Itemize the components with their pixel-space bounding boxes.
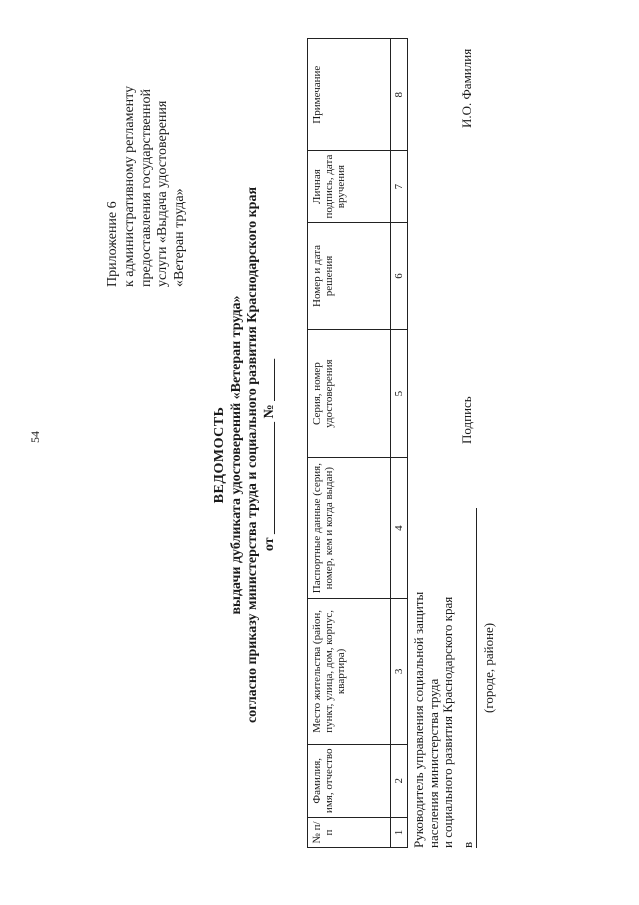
- table-header-row: [308, 39, 391, 848]
- appendix-line: услуги «Выдача удостоверения: [155, 100, 171, 287]
- signature-label: Подпись: [459, 396, 474, 444]
- column-number-cell: 3: [391, 599, 408, 744]
- position-line: и социального развития Краснодарского края: [440, 596, 455, 848]
- official-name: И.О. Фамилия: [459, 48, 474, 128]
- col-decision: Номер и дата решения: [308, 222, 391, 329]
- column-number-cell: 6: [391, 222, 408, 329]
- table-row: [391, 39, 408, 848]
- document-title: [212, 155, 278, 755]
- title-main: ВЕДОМОСТЬ: [212, 406, 227, 504]
- column-number-cell: 8: [391, 39, 408, 151]
- col-number: № п/п: [308, 817, 391, 847]
- number-blank: ______: [261, 358, 277, 401]
- column-number-cell: 4: [391, 458, 408, 599]
- place-line: [461, 508, 477, 848]
- register-table: [307, 38, 408, 848]
- col-note: Примечание: [308, 39, 391, 151]
- appendix-line: «Ветеран труда»: [172, 188, 188, 287]
- position-line: населения министерства труда: [425, 678, 441, 848]
- col-full-name: Фамилия, имя, отчество: [308, 744, 391, 817]
- column-number-cell: 2: [391, 744, 408, 817]
- col-passport: Паспортные данные (серия, номер, кем и когда выдан): [308, 458, 391, 599]
- col-certificate: Серия, номер удостоверения: [308, 330, 391, 458]
- column-number-cell: 7: [391, 151, 408, 222]
- appendix-line: к административному регламенту: [121, 85, 137, 287]
- place-prefix: в: [460, 841, 475, 848]
- column-number-cell: 5: [391, 330, 408, 458]
- col-residence: Место жительства (район, пункт, улица, дом, корпус, квартира): [308, 599, 391, 744]
- col-signature-date: Личная подпись, дата вручения: [308, 151, 391, 222]
- title-line-2: согласно приказу министерства труда и социального развития Краснодарского края: [245, 186, 260, 724]
- column-number-cell: 1: [391, 817, 408, 847]
- appendix-line: Приложение 6: [105, 201, 120, 287]
- title-date-number: [262, 155, 279, 755]
- date-blank: ________________: [261, 421, 277, 534]
- date-prefix: от: [261, 537, 277, 552]
- number-prefix: №: [261, 404, 277, 419]
- position-line: Руководитель управления социальной защиты: [411, 591, 426, 848]
- title-line-1: выдачи дубликата удостоверений «Ветеран труда»: [228, 295, 244, 615]
- appendix-note: [105, 17, 189, 287]
- appendix-line: предоставления государственной: [138, 88, 154, 287]
- place-caption: (городе, районе): [481, 622, 496, 713]
- page-number: 54: [28, 431, 42, 443]
- official-position: [412, 592, 456, 848]
